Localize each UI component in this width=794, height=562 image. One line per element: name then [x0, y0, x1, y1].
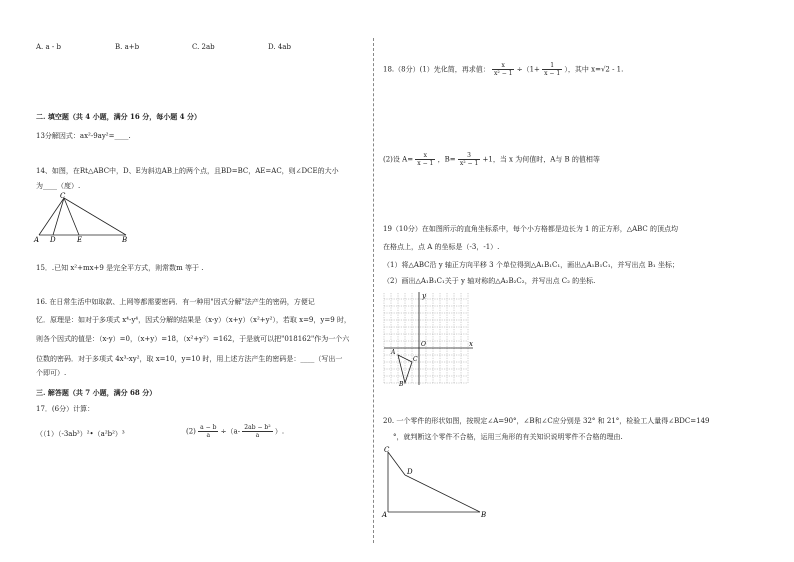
q17-2-f1-numerator: a − b	[200, 424, 217, 431]
fig19-label-y: y	[422, 292, 426, 300]
q17-2-suffix: ）.	[274, 427, 285, 436]
q17-2-f2-numerator: 2ab − b²	[244, 424, 271, 431]
question-19-line3: （1）将△ABC沿 y 轴正方向平移 3 个单位得到△A₁B₁C₁，画出△A₁B₁C₁，并写出点 B₁ 坐标；	[383, 261, 679, 269]
fig14-label-c: C	[60, 192, 66, 200]
question-19-line2: 在格点上，点 A 的坐标是（-3，-1）.	[383, 243, 500, 251]
question-19-line1: 19（10分）在如图所示的直角坐标系中，每个小方格都是边长为 1 的正方形，△ABC 的顶点均	[383, 225, 679, 233]
q18b-fraction-1	[415, 152, 435, 167]
q18b-suffix: +1，当 x 为何值时，A与 B 的值相等	[482, 155, 600, 164]
question-15: 15．.已知 x²+mx+9 是完全平方式，则常数m 等于 .	[36, 264, 204, 272]
q18b-f2-numerator: 3	[458, 152, 480, 160]
question-16-line2: 忆．原理是：如对于多项式 x⁴-y⁴，因式分解的结果是（x-y）（x+y）（x²+y²），若取 x=9，y=9 时，	[36, 316, 351, 324]
q18b-f1-numerator: x	[415, 152, 435, 160]
fig20-label-b: B	[481, 511, 487, 518]
section-3-heading: 三. 解答题（共 7 小题，满分 68 分）	[36, 388, 157, 397]
fig14-label-b: B	[122, 236, 128, 244]
fig14-label-a: A	[34, 236, 40, 244]
question-17-part1: （（1）（-3ab³）²•（a²b²）³	[36, 430, 125, 438]
question-20-line2: °，就判断这个零件不合格，运用三角形的有关知识说明零件不合格的理由.	[393, 433, 623, 441]
fig20-label-c: C	[384, 446, 390, 454]
question-18-part1	[383, 62, 623, 77]
question-17-part2	[186, 424, 284, 439]
option-c: C. 2ab	[192, 43, 215, 51]
q18-f2-denominator: x − 1	[544, 70, 561, 77]
fig19-label-c: C	[413, 356, 418, 363]
fig19-label-o: O	[421, 341, 426, 348]
section-2-heading: 二. 填空题（共 4 小题，满分 16 分，每小题 4 分）	[36, 112, 201, 121]
fig14-label-e: E	[77, 236, 83, 244]
question-13: 13分解因式：ax²-9ay²=____.	[36, 132, 131, 140]
figure-19-grid	[381, 290, 477, 386]
q18-prefix: 18.（8分）(1）先化简，再求值：	[383, 65, 490, 74]
question-16-line3: 则各个因式的值是：（x-y）=0，（x+y）=18，（x²+y²）=162，于是就可以把"018162"作为一个六	[36, 335, 350, 343]
option-d: D. 4ab	[268, 43, 291, 51]
fig20-label-a: A	[382, 511, 388, 518]
q18-f1-denominator: x² − 1	[494, 70, 513, 77]
q17-2-f2-denominator: a	[255, 432, 260, 439]
q17-2-middle: ÷（a-	[220, 427, 241, 436]
fig19-label-a: A	[391, 349, 396, 356]
q18-middle: ÷（1+	[516, 65, 540, 74]
question-16-line4: 位数的密码．对于多项式 4x³-xy²，取 x=10，y=10 时，用上述方法产生的密码是：____（写出一	[36, 355, 343, 363]
figure-14-triangle	[30, 192, 140, 244]
q18-fraction-2	[542, 62, 562, 77]
q17-2-fraction-1	[198, 424, 218, 439]
question-18-part2	[383, 152, 600, 167]
question-17: 17．(6分）计算：	[36, 405, 95, 413]
option-a: A. a - b	[36, 43, 61, 51]
q18-suffix: ），其中 x=√2 - 1.	[564, 65, 624, 74]
q17-2-fraction-2	[242, 424, 272, 439]
q18-fraction-1	[492, 62, 514, 77]
q18-f1-numerator: x	[492, 62, 514, 70]
fig19-label-x: x	[469, 340, 473, 348]
q18b-f1-denominator: x − 1	[417, 160, 434, 167]
question-19-line4: （2）画出△A₁B₁C₁关于 y 轴对称的△A₂B₂C₂，并写出点 C₂ 的坐标.	[383, 277, 596, 285]
q17-2-f1-denominator: a	[206, 432, 211, 439]
q18b-prefix: (2)设 A=	[383, 155, 414, 164]
question-20-line1: 20. 一个零件的形状如图，按规定∠A=90°，∠B和∠C应分别是 32° 和 21°，检验工人量得∠BDC=149	[383, 417, 710, 425]
question-16-line1: 16. 在日常生活中如取款、上网等都需要密码．有一种用"因式分解"法产生的密码，方便记	[36, 298, 315, 306]
question-16-line5: 个即可）.	[36, 369, 67, 377]
fig19-label-b: B	[399, 381, 404, 386]
figure-20-part	[380, 442, 492, 518]
question-14-line2: 为____（度）.	[36, 182, 81, 190]
fig14-label-d: D	[50, 236, 56, 244]
q18b-f2-denominator: x² − 1	[459, 160, 479, 167]
question-14-line1: 14、如图，在Rt△ABC中，D、E为斜边AB上的两个点，且BD=BC，AE=AC，则∠DCE的大小	[36, 167, 339, 175]
q18-f2-numerator: 1	[542, 62, 562, 70]
q18b-fraction-2	[458, 152, 480, 167]
q18b-middle: ，B=	[437, 155, 456, 164]
option-b: B. a+b	[115, 43, 140, 51]
column-divider	[373, 38, 374, 543]
fig20-label-d: D	[407, 468, 413, 476]
q17-2-prefix: (2)	[186, 427, 196, 436]
